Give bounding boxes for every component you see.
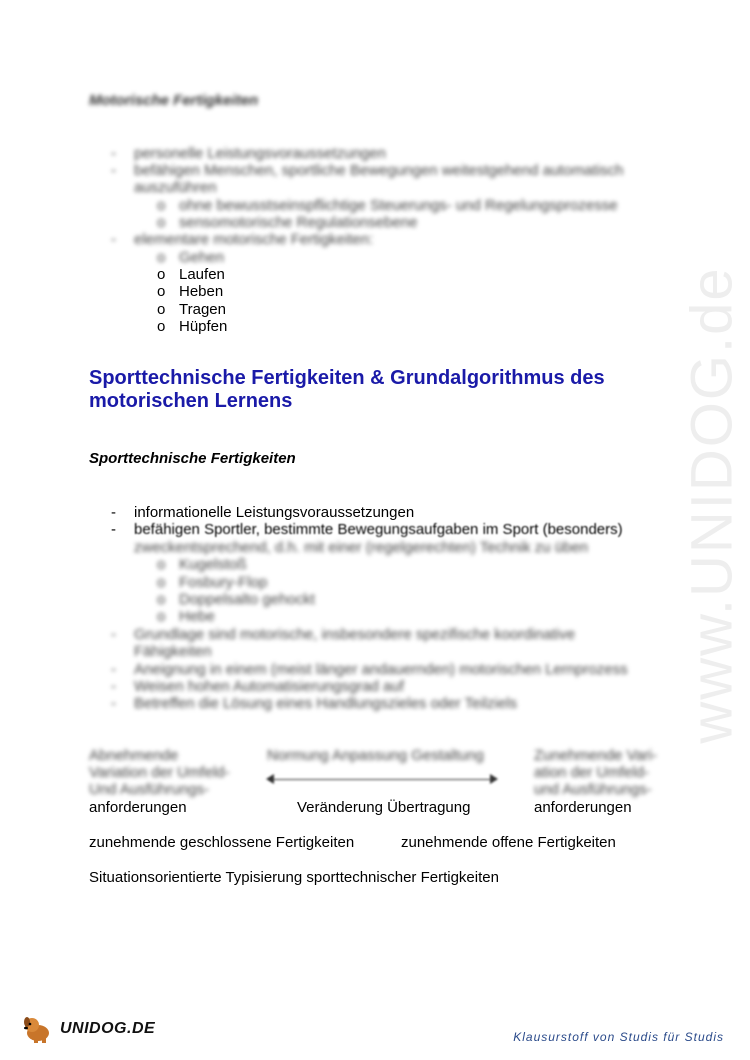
bullet-text: Aneignung in einem (meist länger andauernden) motorischen Lernprozess bbox=[134, 661, 628, 678]
bullet-dash: - bbox=[111, 231, 116, 248]
arrow-right-head-icon bbox=[490, 774, 498, 784]
bullet-text: elementare motorische Fertigkeiten: bbox=[134, 231, 374, 248]
list-item: Laufen bbox=[179, 266, 225, 283]
section-title: Sporttechnische Fertigkeiten & Grundalgorithmus des motorischen Lernens bbox=[89, 367, 605, 412]
diagram-center-bottom: Veränderung Übertragung bbox=[297, 799, 471, 816]
unidog-logo[interactable] bbox=[22, 1014, 155, 1044]
diagram-right-label: ation der Umfeld- bbox=[534, 764, 650, 781]
sub-bullet-text: sensomotorische Regulationsebene bbox=[179, 214, 418, 231]
example-item: Doppelsalto gehockt bbox=[179, 591, 315, 608]
watermark: www.UNIDOG.de bbox=[679, 266, 745, 744]
bullet-text: Betreffen die Lösung eines Handlungszieles oder Teilziels bbox=[134, 695, 518, 712]
bullet-text: informationelle Leistungsvoraussetzungen bbox=[134, 504, 415, 521]
dog-icon bbox=[22, 1014, 54, 1044]
logo-text: UNIDOG.DE bbox=[60, 1020, 156, 1037]
example-item: Kugelstoß bbox=[179, 556, 247, 573]
open-skills-label: zunehmende offene Fertigkeiten bbox=[401, 834, 616, 851]
diagram-arrow bbox=[270, 779, 492, 780]
list-item: Heben bbox=[179, 283, 224, 300]
list-item: Tragen bbox=[179, 301, 226, 318]
bullet-dash: - bbox=[111, 678, 116, 695]
example-item: Hebe bbox=[179, 608, 215, 625]
bullet-dash: - bbox=[111, 626, 116, 643]
bullet-dash: - bbox=[111, 162, 116, 179]
heading-motorische-fertigkeiten: Motorische Fertigkeiten bbox=[89, 92, 259, 109]
typisierung-text: Situationsorientierte Typisierung sporttechnischer Fertigkeiten bbox=[89, 869, 499, 886]
bullet-text-continued: Fähigkeiten bbox=[134, 643, 212, 660]
diagram-center-top: Normung Anpassung Gestaltung bbox=[267, 747, 484, 764]
sub-bullet-text: ohne bewusstseinspflichtige Steuerungs- und Regelungsprozesse bbox=[179, 197, 618, 214]
diagram-right-label: Zunehmende Vari- bbox=[534, 747, 658, 764]
bullet-dash: - bbox=[111, 504, 116, 521]
list-item-marker: o bbox=[157, 301, 166, 318]
bullet-text: befähigen Sportler, bestimmte Bewegungsaufgaben im Sport (besonders) bbox=[134, 521, 623, 538]
sub-bullet-marker: o bbox=[157, 197, 166, 214]
diagram-left-label: Abnehmende bbox=[89, 747, 179, 764]
bullet-text-continued: auszuführen bbox=[134, 179, 217, 196]
bullet-text: personelle Leistungsvoraussetzungen bbox=[134, 145, 386, 162]
list-item: Hüpfen bbox=[179, 318, 228, 335]
bullet-text: befähigen Menschen, sportliche Bewegungen weitestgehend automatisch bbox=[134, 162, 624, 179]
diagram-right-label: und Ausführungs- bbox=[534, 781, 652, 798]
closed-skills-label: zunehmende geschlossene Fertigkeiten bbox=[89, 834, 355, 851]
subheading-sporttechnische-fertigkeiten: Sporttechnische Fertigkeiten bbox=[89, 450, 296, 467]
diagram-right-label-last: anforderungen bbox=[534, 799, 632, 816]
list-item: Gehen bbox=[179, 249, 225, 266]
bullet-text: Weisen hohen Automatisierungsgrad auf bbox=[134, 678, 404, 695]
example-marker: o bbox=[157, 574, 166, 591]
bullet-text: Grundlage sind motorische, insbesondere spezifische koordinative bbox=[134, 626, 576, 643]
bullet-dash: - bbox=[111, 521, 116, 538]
bullet-dash: - bbox=[111, 695, 116, 712]
arrow-left-head-icon bbox=[266, 774, 274, 784]
list-item-marker: o bbox=[157, 318, 166, 335]
bullet-dash: - bbox=[111, 661, 116, 678]
diagram-left-label-last: anforderungen bbox=[89, 799, 187, 816]
sub-bullet-marker: o bbox=[157, 214, 166, 231]
diagram-left-label: Variation der Umfeld- bbox=[89, 764, 230, 781]
footer-tagline: Klausurstoff von Studis für Studis bbox=[513, 1030, 724, 1044]
bullet-dash: - bbox=[111, 145, 116, 162]
example-marker: o bbox=[157, 556, 166, 573]
example-marker: o bbox=[157, 608, 166, 625]
diagram-left-label: Und Ausführungs- bbox=[89, 781, 210, 798]
bullet-text-continued: zweckentsprechend, d.h. mit einer (regelgerechten) Technik zu üben bbox=[134, 539, 589, 556]
example-item: Fosbury-Flop bbox=[179, 574, 268, 591]
list-item-marker: o bbox=[157, 283, 166, 300]
list-item-marker: o bbox=[157, 249, 166, 266]
list-item-marker: o bbox=[157, 266, 166, 283]
example-marker: o bbox=[157, 591, 166, 608]
